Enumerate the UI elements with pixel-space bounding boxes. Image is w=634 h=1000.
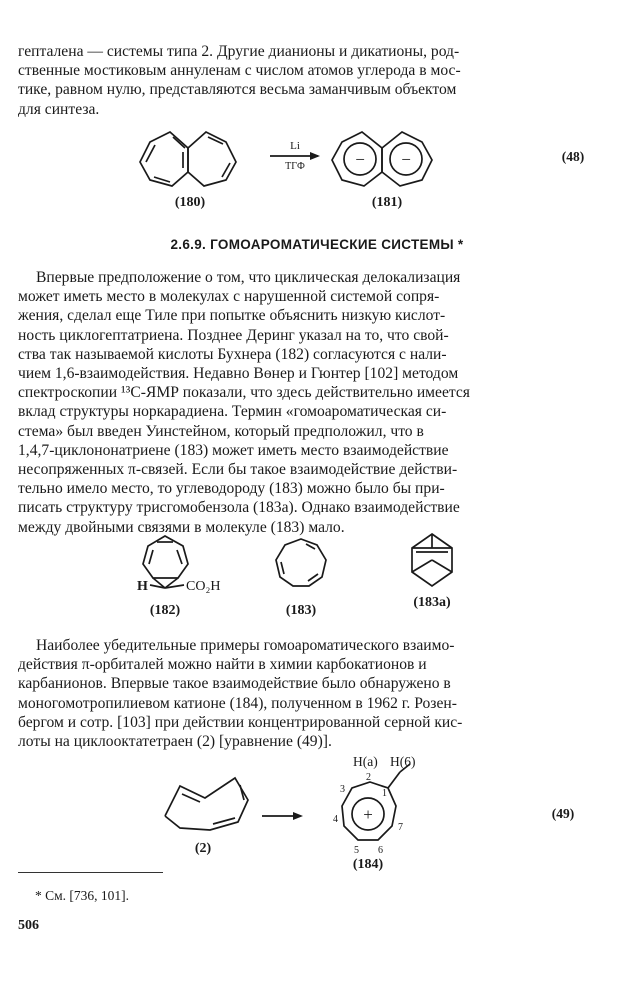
footnote-rule <box>18 872 163 873</box>
atom-number: 3 <box>340 784 345 795</box>
charge-minus: − <box>355 150 365 169</box>
text-line: моногомотропилиевом катионе (184), полученном в 1962 г. Розен- <box>18 694 457 712</box>
scheme-49 <box>0 754 634 883</box>
atom-number: 2 <box>366 772 371 783</box>
text-line: спектроскопии ¹³С-ЯМР показали, что здесь действительно имеется <box>18 384 470 402</box>
heptalene-structure <box>140 132 236 186</box>
text-line: Наиболее убедительные примеры гомоароматического взаимо- <box>36 637 455 654</box>
text-line: ства так называемой кислоты Бухнера (182) согласуются с нали- <box>18 345 447 363</box>
text-line: ность циклогептатриена. Позднее Деринг указал на то, что свой- <box>18 326 449 344</box>
text-line: бергом и сотр. [103] при действии концентрированной серной кис- <box>18 713 463 731</box>
label-183: (183) <box>285 603 317 618</box>
text-line: чием 1,6-взаимодействия. Недавно Вөнер и Гюнтер [102] методом <box>18 365 459 383</box>
scheme-48 <box>0 118 634 218</box>
atom-number: 6 <box>378 845 383 856</box>
atom-number: 7 <box>398 822 403 833</box>
text-line: несопряженных π-связей. Если бы такое взаимодействие действи- <box>18 461 458 479</box>
reagent-top: Li <box>290 140 300 152</box>
text-line: для синтеза. <box>18 100 100 118</box>
arrowhead-icon <box>310 152 320 160</box>
text-line: тельно имело место, то углеводороду (183) можно было бы при- <box>18 480 445 498</box>
charge-plus: + <box>363 805 373 824</box>
text-line: гепталена — системы типа 2. Другие дианионы и дикатионы, род- <box>18 43 460 60</box>
h6-label: H(6) <box>390 754 416 769</box>
text-line: действия π-орбиталей можно найти в химии карбокатионов и <box>18 656 427 674</box>
atom-number: 5 <box>354 845 359 856</box>
text-line: между двойными связями в молекуле (183) мало. <box>18 518 345 536</box>
text-line: стема» был введен Уинстейном, который предположил, что в <box>18 422 424 440</box>
equation-number-48: (48) <box>561 149 585 164</box>
footnote: * См. [736, 101]. <box>35 888 130 903</box>
label-2: (2) <box>194 841 212 856</box>
arrowhead-icon <box>293 812 303 820</box>
label-181: (181) <box>371 195 403 210</box>
reagent-bottom: ТГФ <box>285 161 305 172</box>
cyclononatriene-structure <box>276 539 326 586</box>
label-184: (184) <box>352 857 384 872</box>
trishomobenzene-structure <box>412 534 452 586</box>
text-line: 1,4,7-циклононатриене (183) может иметь место взаимодействие <box>18 441 449 459</box>
atom-number: 1 <box>382 788 387 799</box>
text-line: может иметь место в молекулах с нарушенной системой сопря- <box>18 288 440 306</box>
section-heading: 2.6.9. ГОМОАРОМАТИЧЕСКИЕ СИСТЕМЫ * <box>170 237 464 252</box>
label-183a: (183а) <box>413 595 451 610</box>
text-line: писать структуру трисгомобензола (183а). Однако взаимодействие <box>18 499 460 517</box>
structures-182-183 <box>0 528 634 628</box>
text-line: ственные мостиковым аннуленам с числом атомов углерода в мос- <box>18 62 461 80</box>
text-line: тике, равном нулю, представляются весьма заманчивым объектом <box>18 81 457 99</box>
h-atom-label: H <box>137 579 148 594</box>
text-line: Впервые предположение о том, что циклическая делокализация <box>36 269 461 286</box>
cyclooctatetraene-structure <box>165 778 248 830</box>
co2h-label: CO₂H <box>186 579 221 594</box>
text-line: карбанионов. Впервые такое взаимодействие было обнаружено в <box>18 675 451 693</box>
dianion-structure <box>332 132 432 186</box>
text-line: вклад структуры норкарадиена. Термин «гомоароматическая си- <box>18 403 447 421</box>
ha-label: H(a) <box>353 754 378 769</box>
text-line: лоты на циклооктатетраен (2) [уравнение (49)]. <box>18 733 332 751</box>
buchner-acid-structure <box>137 536 220 594</box>
intro-paragraph <box>18 42 596 119</box>
atom-number: 4 <box>333 814 338 825</box>
label-180: (180) <box>174 195 206 210</box>
homotropylium-structure <box>333 754 416 856</box>
page-number: 506 <box>18 918 39 933</box>
label-182: (182) <box>149 603 181 618</box>
charge-minus: − <box>401 150 411 169</box>
paragraph-2 <box>18 268 596 537</box>
equation-number-49: (49) <box>551 806 575 821</box>
text-line: жения, сделал еще Тиле при попытке объяснить низкую кислот- <box>18 307 446 325</box>
paragraph-3 <box>18 636 596 751</box>
